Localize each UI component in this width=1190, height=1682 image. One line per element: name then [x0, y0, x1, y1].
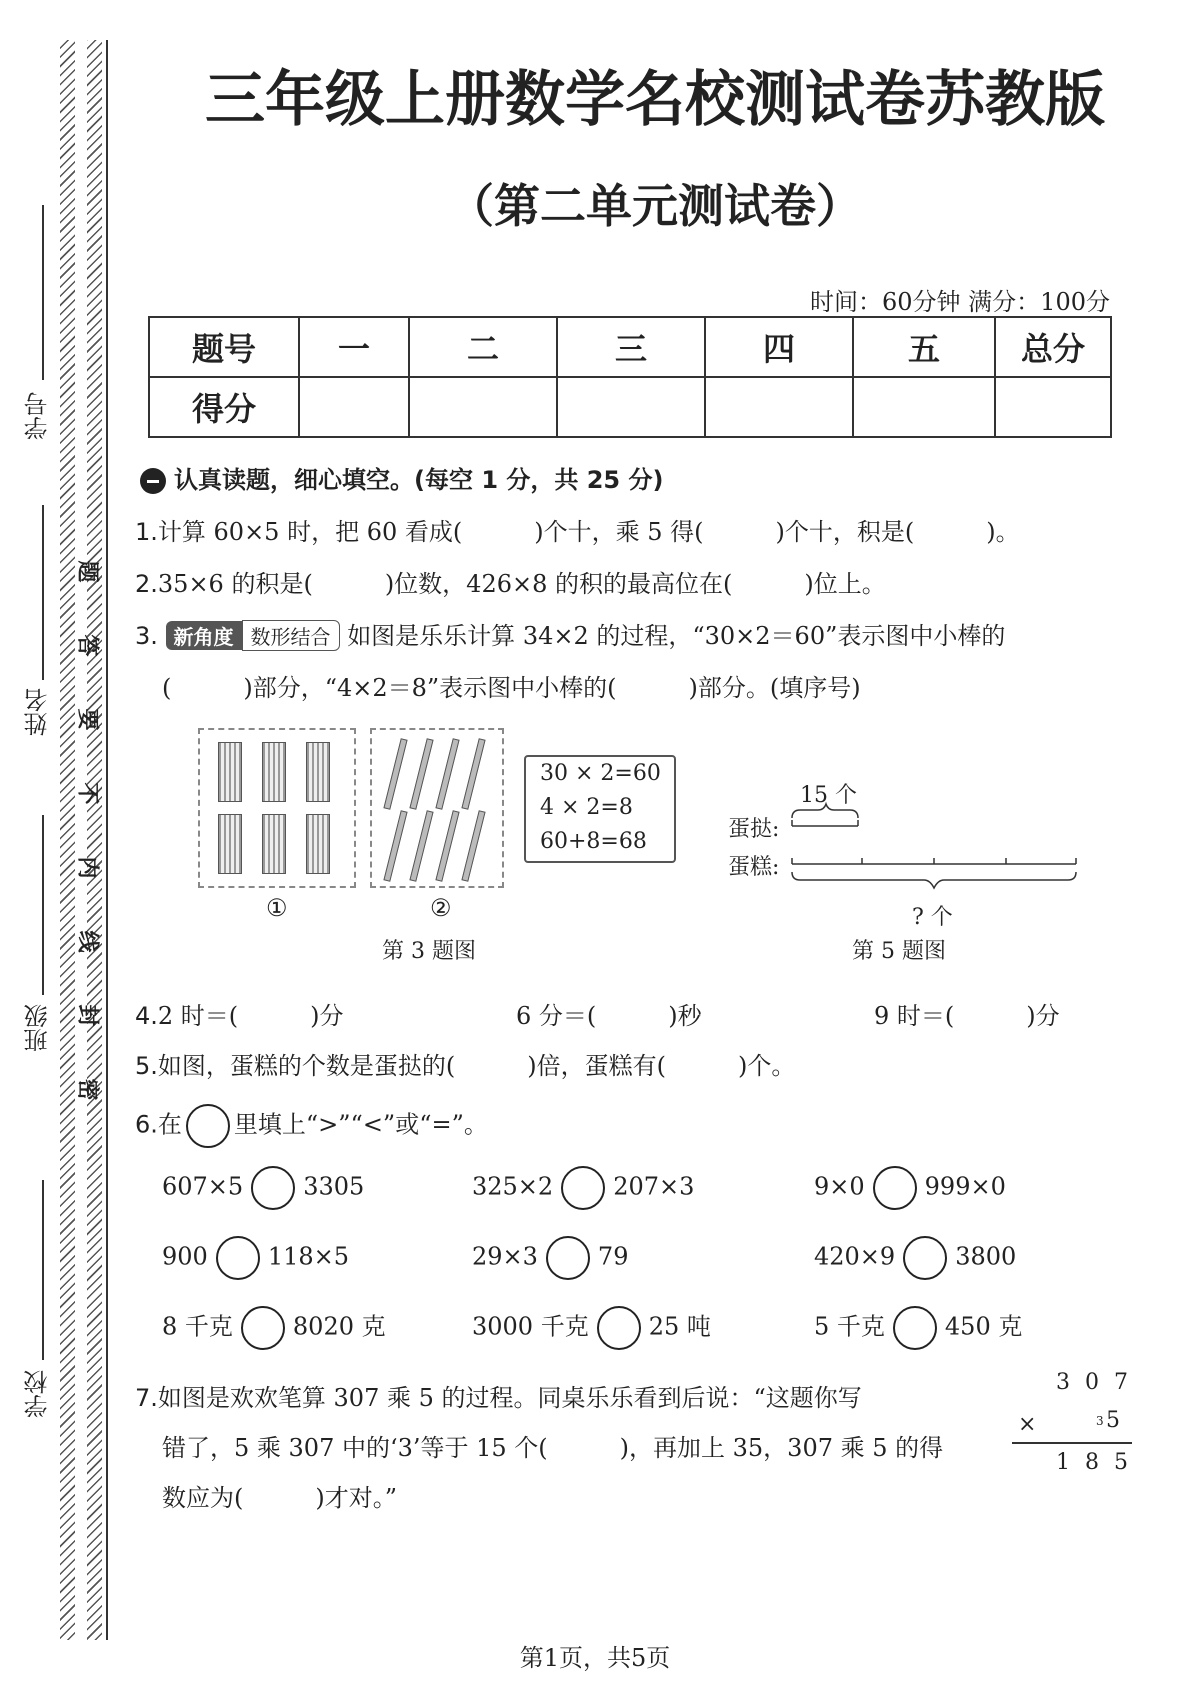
question-number: 4.: [135, 1002, 158, 1030]
compare-circle[interactable]: [597, 1306, 641, 1350]
seal-char: 密: [74, 1078, 100, 1101]
compare-left: 900: [162, 1242, 208, 1271]
question-part-a: 2 时＝( )分: [157, 1002, 344, 1030]
seal-char: 题: [74, 560, 100, 583]
question-2: [135, 564, 886, 599]
seal-char: 线: [74, 930, 100, 953]
page-footer: 第1页，共5页: [519, 1644, 671, 1672]
fig5-row-label-cake: 蛋糕:: [728, 855, 780, 880]
compare-circle-example: [186, 1104, 230, 1148]
compare-right: 25 吨: [648, 1312, 711, 1341]
question-number: 1.: [135, 518, 158, 546]
compare-item: [472, 1236, 628, 1280]
fig5-bottom-brace: [792, 872, 1076, 888]
score-table-row: [149, 377, 1111, 437]
field-class-line: [42, 815, 44, 995]
compare-item: [162, 1306, 386, 1350]
section-heading: [140, 460, 663, 495]
seal-char: 答: [74, 634, 100, 657]
score-header-cell: 题号: [149, 317, 299, 377]
score-header-cell: 四: [705, 317, 853, 377]
vertical-calc-line: [1012, 1442, 1132, 1444]
tag-new-angle: 新角度: [166, 621, 242, 650]
compare-left: 5 千克: [814, 1312, 885, 1341]
question-text: 如图，蛋糕的个数是蛋挞的( )倍，蛋糕有( )个。: [157, 1052, 796, 1080]
field-name-line: [42, 505, 44, 680]
compare-item: [814, 1306, 1022, 1350]
question-3-line2: ( )部分，“4×2＝8”表示图中小棒的( )部分。(填序号): [162, 674, 861, 702]
compare-circle[interactable]: [216, 1236, 260, 1280]
binding-line: [106, 40, 108, 1640]
score-cell[interactable]: [995, 377, 1111, 437]
score-table-header-row: [149, 317, 1111, 377]
vertical-calc-mul: ×: [1018, 1412, 1037, 1437]
compare-right: 207×3: [613, 1172, 695, 1201]
stick-icon: [435, 738, 459, 810]
compare-circle[interactable]: [893, 1306, 937, 1350]
score-cell[interactable]: [557, 377, 705, 437]
time-info: 时间：60分钟 满分：100分: [810, 288, 1110, 316]
compare-left: 325×2: [472, 1172, 554, 1201]
question-number: 2.: [135, 570, 158, 598]
fig3-box-bundles: [198, 728, 356, 888]
score-header-cell: 一: [299, 317, 409, 377]
stick-bundle-icon: [218, 742, 242, 802]
score-cell[interactable]: [853, 377, 995, 437]
compare-left: 9×0: [814, 1172, 865, 1201]
fig3-box-sticks: [370, 728, 504, 888]
label-class: 班级: [24, 1004, 52, 1052]
label-student-id: 学号: [24, 392, 52, 440]
score-row-label: 得分: [149, 377, 299, 437]
fig3-caption: 第 3 题图: [382, 939, 476, 964]
question-7-line3: 数应为( )才对。”: [162, 1484, 397, 1512]
calc-line: 60+8=68: [540, 829, 647, 854]
compare-item: [472, 1306, 711, 1350]
field-student-id-line: [42, 205, 44, 380]
score-cell[interactable]: [409, 377, 557, 437]
question-1: [135, 512, 1020, 547]
question-5: [135, 1046, 795, 1081]
score-cell[interactable]: [705, 377, 853, 437]
fig5-row-label-tart: 蛋挞:: [728, 817, 780, 842]
compare-item: [162, 1166, 364, 1210]
question-6: [135, 1104, 488, 1148]
compare-circle[interactable]: [546, 1236, 590, 1280]
binding-stripe-gap: [75, 40, 87, 1640]
stick-bundle-icon: [218, 814, 242, 874]
calc-line: 30 × 2=60: [540, 761, 661, 786]
fig5-bottom-label: ? 个: [912, 905, 953, 930]
compare-left: 3000 千克: [472, 1312, 589, 1341]
stick-bundle-icon: [262, 742, 286, 802]
stick-icon: [461, 738, 485, 810]
score-header-cell: 五: [853, 317, 995, 377]
score-header-cell: 二: [409, 317, 557, 377]
section-title: 认真读题，细心填空。(每空 1 分，共 25 分): [174, 466, 664, 494]
seal-char: 不: [74, 782, 100, 805]
section-one-icon: [140, 468, 166, 494]
question-text: 里填上“>”“<”或“=”。: [233, 1110, 488, 1139]
compare-item: [162, 1236, 349, 1280]
question-text: 如图是乐乐计算 34×2 的过程，“30×2＝60”表示图中小棒的: [347, 622, 1006, 650]
seal-char: 封: [74, 1004, 100, 1027]
fig3-label-2: ②: [430, 894, 452, 922]
stick-icon: [383, 810, 407, 882]
score-cell[interactable]: [299, 377, 409, 437]
question-4-part-b: 6 分＝( )秒: [516, 1002, 702, 1030]
question-7: [135, 1378, 862, 1413]
stick-bundle-icon: [306, 742, 330, 802]
fig5-caption: 第 5 题图: [852, 939, 946, 964]
fig5-top-brace: [792, 804, 858, 818]
stick-icon: [409, 810, 433, 882]
label-school: 学校: [24, 1370, 52, 1418]
question-text: 在: [157, 1110, 182, 1139]
fig5-top-count: 15 个: [800, 783, 857, 808]
label-name: 姓名: [24, 688, 52, 736]
compare-right: 999×0: [924, 1172, 1006, 1201]
stick-icon: [435, 810, 459, 882]
question-4: [135, 996, 344, 1031]
compare-right: 3305: [303, 1172, 365, 1201]
question-number: 5.: [135, 1052, 158, 1080]
tag-shape-number: 数形结合: [242, 620, 340, 651]
score-table: [148, 316, 1112, 438]
compare-circle[interactable]: [903, 1236, 947, 1280]
compare-left: 29×3: [472, 1242, 538, 1271]
compare-item: [814, 1166, 1006, 1210]
seal-char: 要: [74, 708, 100, 731]
fig3-label-1: ①: [266, 894, 288, 922]
compare-right: 450 克: [944, 1312, 1023, 1341]
question-number: 3.: [135, 622, 158, 650]
compare-left: 420×9: [814, 1242, 896, 1271]
field-school-line: [42, 1180, 44, 1360]
fig3-calc-box: [524, 755, 676, 863]
stick-icon: [461, 810, 485, 882]
page-subtitle: （第二单元测试卷）: [448, 179, 862, 233]
compare-left: 8 千克: [162, 1312, 233, 1341]
question-number: 7.: [135, 1384, 158, 1412]
vertical-calc-factor: 5: [1106, 1408, 1120, 1433]
compare-right: 8020 克: [292, 1312, 386, 1341]
compare-item: [472, 1166, 694, 1210]
vertical-calc-top: 3 0 7: [1056, 1370, 1132, 1395]
score-header-cell: 总分: [995, 317, 1111, 377]
compare-left: 607×5: [162, 1172, 244, 1201]
stick-bundle-icon: [262, 814, 286, 874]
compare-circle[interactable]: [251, 1166, 295, 1210]
question-4-part-c: 9 时＝( )分: [874, 1002, 1060, 1030]
compare-right: 79: [597, 1242, 629, 1271]
stick-icon: [409, 738, 433, 810]
question-7-line2: 错了，5 乘 307 中的‘3’等于 15 个( )，再加上 35，307 乘 5 的得: [162, 1434, 944, 1462]
compare-item: [814, 1236, 1016, 1280]
compare-circle[interactable]: [561, 1166, 605, 1210]
compare-right: 118×5: [267, 1242, 349, 1271]
page-title: 三年级上册数学名校测试卷苏教版: [205, 65, 1105, 135]
question-text: 35×6 的积是( )位数，426×8 的积的最高位在( )位上。: [157, 570, 886, 598]
vertical-calc-carry: 3: [1096, 1414, 1104, 1428]
question-3: [135, 616, 1005, 651]
vertical-calc-result: 1 8 5: [1056, 1450, 1132, 1475]
question-number: 6.: [135, 1110, 158, 1139]
question-text: 如图是欢欢笔算 307 乘 5 的过程。同桌乐乐看到后说：“这题你写: [157, 1384, 862, 1412]
compare-circle[interactable]: [873, 1166, 917, 1210]
stick-icon: [383, 738, 407, 810]
stick-bundle-icon: [306, 814, 330, 874]
seal-char: 内: [74, 856, 100, 879]
compare-circle[interactable]: [241, 1306, 285, 1350]
compare-right: 3800: [955, 1242, 1017, 1271]
fig5-line-diagram: [786, 800, 1086, 898]
calc-line: 4 × 2=8: [540, 795, 633, 820]
score-header-cell: 三: [557, 317, 705, 377]
question-text: 计算 60×5 时，把 60 看成( )个十，乘 5 得( )个十，积是( )。: [157, 518, 1020, 546]
